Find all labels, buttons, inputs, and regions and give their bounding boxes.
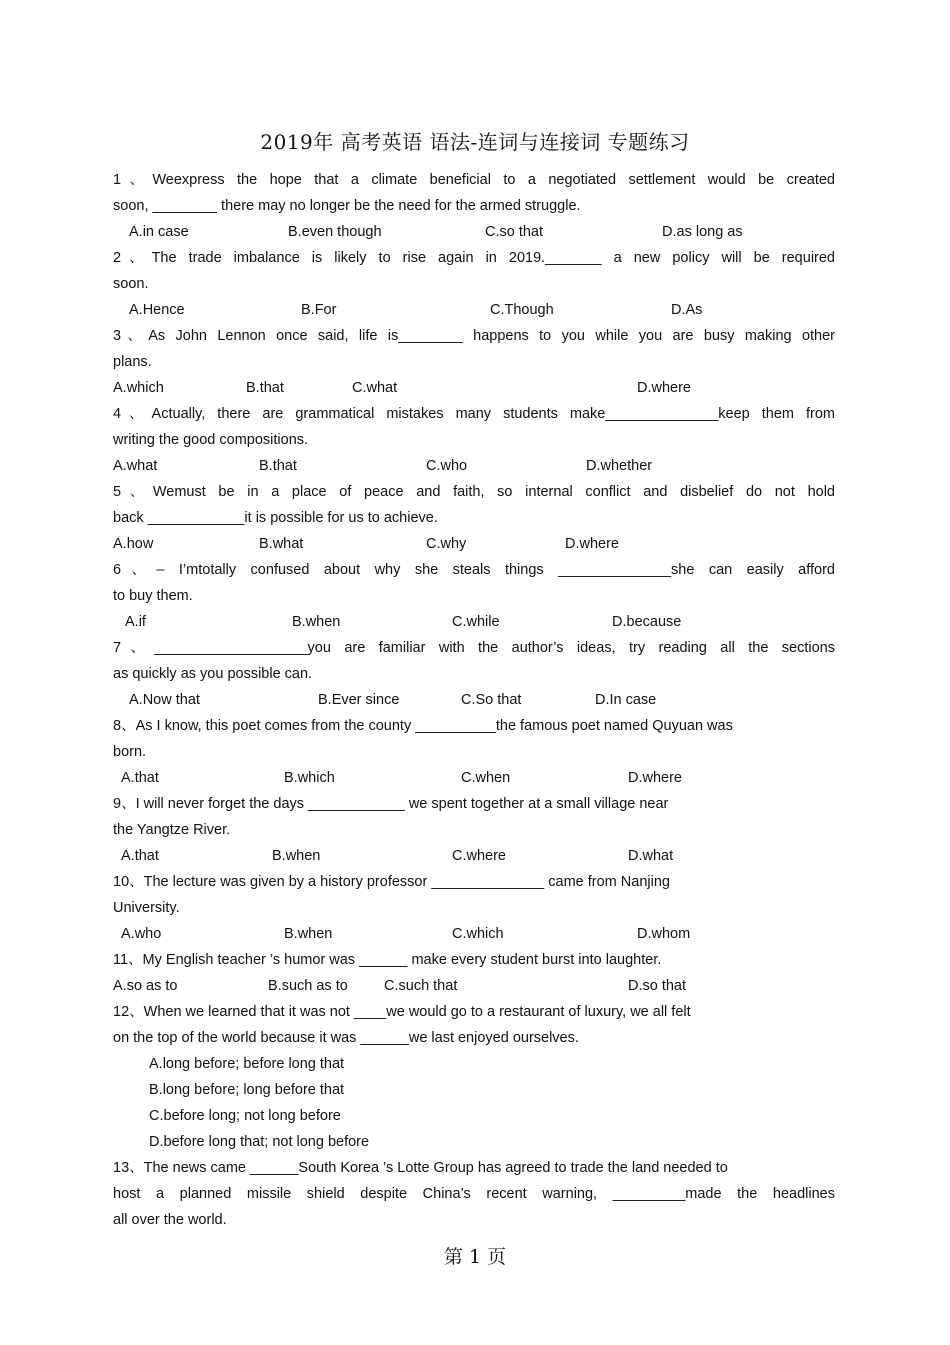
question-8-options — [113, 768, 835, 794]
question-10-line-1: 10、The lecture was given by a history professor ______________ came from Nanjing — [113, 874, 670, 890]
option-d: D.because — [612, 614, 682, 630]
question-9-line-1: 9、I will never forget the days ____________ we spent together at a small village near — [113, 796, 669, 812]
question-3-line-1: 3、As John Lennon once said, life is________ happens to you while you are busy making other — [113, 328, 835, 344]
question-8-line-1: 8、As I know, this poet comes from the county __________the famous poet named Quyuan was — [113, 718, 733, 734]
question-10-options — [113, 924, 835, 950]
option-b: B.what — [259, 536, 304, 552]
question-11-line-1: 11、My English teacher ’s humor was ______ make every student burst into laughter. — [113, 952, 662, 968]
option-a: A.that — [121, 848, 159, 864]
question-12-line-1: 12、When we learned that it was not ____we would go to a restaurant of luxury, we all felt — [113, 1004, 691, 1020]
question-9-options — [113, 846, 835, 872]
option-b: B.when — [292, 614, 341, 630]
option-c: C.while — [452, 614, 500, 630]
question-2-line-1: 2、The trade imbalance is likely to rise again in 2019._______ a new policy will be required — [113, 250, 835, 266]
option-b: B.when — [284, 926, 333, 942]
question-4-line-1: 4、Actually, there are grammatical mistakes many students make______________keep them from — [113, 406, 835, 422]
question-7-line-2: as quickly as you possible can. — [113, 666, 313, 682]
question-2-line-2: soon. — [113, 276, 149, 292]
option-c: C.so that — [485, 224, 544, 240]
option-c: C.who — [426, 458, 468, 474]
page-title: 2019年 高考英语 语法-连词与连接词 专题练习 — [260, 130, 690, 154]
question-1-line-1: 1、Weexpress the hope that a climate beneficial to a negotiated settlement would be created — [113, 172, 835, 188]
question-2-options — [113, 300, 835, 326]
question-6-line-1: 6、– I’mtotally confused about why she steals things ______________she can easily afford — [113, 562, 835, 578]
option-d: D.so that — [628, 978, 687, 994]
option-a: A.so as to — [113, 978, 178, 994]
option-a: A.Hence — [129, 302, 185, 318]
option-d: D.what — [628, 848, 674, 864]
option-b: B.when — [272, 848, 321, 864]
option-c: C.which — [452, 926, 504, 942]
option-d: D.where — [565, 536, 619, 552]
question-12-option-b: B.long before; long before that — [149, 1082, 345, 1098]
option-c: C.what — [352, 380, 398, 396]
option-d: D.As — [671, 302, 703, 318]
question-5-line-1: 5、Wemust be in a place of peace and faith, so internal conflict and disbelief do not hold — [113, 484, 835, 500]
question-10-line-2: University. — [113, 900, 180, 916]
option-a: A.how — [113, 536, 154, 552]
question-list — [113, 170, 835, 1236]
option-b: B.even though — [288, 224, 382, 240]
question-8-line-2: born. — [113, 744, 147, 760]
option-b: B.that — [246, 380, 284, 396]
question-7-options — [113, 690, 835, 716]
option-a: A.which — [113, 380, 164, 396]
question-13-line-3: all over the world. — [113, 1212, 227, 1228]
question-6-options — [113, 612, 835, 638]
question-5-line-2: back ____________it is possible for us to achieve. — [113, 510, 438, 526]
option-d: D.as long as — [662, 224, 743, 240]
question-4-line-2: writing the good compositions. — [113, 432, 309, 448]
question-12-option-c: C.before long; not long before — [149, 1108, 341, 1124]
question-12-option-a: A.long before; before long that — [149, 1056, 345, 1072]
option-b: B.For — [301, 302, 337, 318]
page-number: 第 1 页 — [443, 1246, 507, 1268]
question-12-line-2: on the top of the world because it was ______we last enjoyed ourselves. — [113, 1030, 579, 1046]
option-a: A.that — [121, 770, 159, 786]
question-6-line-2: to buy them. — [113, 588, 193, 604]
option-b: B.such as to — [268, 978, 348, 994]
option-a: A.in case — [129, 224, 189, 240]
option-c: C.such that — [384, 978, 458, 994]
option-a: A.what — [113, 458, 158, 474]
question-5-options — [113, 534, 835, 560]
option-b: B.which — [284, 770, 335, 786]
question-7-line-1: 7、___________________you are familiar with the author’s ideas, try reading all the sections — [113, 640, 835, 656]
option-d: D.whether — [586, 458, 653, 474]
question-13-line-1: 13、The news came ______South Korea ’s Lotte Group has agreed to trade the land needed to — [113, 1160, 728, 1176]
question-9-line-2: the Yangtze River. — [113, 822, 231, 838]
option-c: C.when — [461, 770, 511, 786]
option-d: D.where — [628, 770, 682, 786]
question-1-line-2: soon, ________ there may no longer be the need for the armed struggle. — [113, 198, 581, 214]
question-4-options — [113, 456, 835, 482]
question-12-option-d: D.before long that; not long before — [149, 1134, 370, 1150]
option-a: A.if — [125, 614, 146, 630]
option-c: C.where — [452, 848, 506, 864]
question-3-line-2: plans. — [113, 354, 152, 370]
option-c: C.So that — [461, 692, 522, 708]
question-1-options — [113, 222, 835, 248]
option-a: A.Now that — [129, 692, 200, 708]
option-b: B.that — [259, 458, 297, 474]
option-c: C.Though — [490, 302, 554, 318]
question-11-options — [113, 976, 835, 1002]
question-3-options — [113, 378, 835, 404]
option-d: D.In case — [595, 692, 657, 708]
question-13-line-2: host a planned missile shield despite China’s recent warning, _________made the headlines — [113, 1186, 835, 1202]
option-c: C.why — [426, 536, 467, 552]
option-a: A.who — [121, 926, 162, 942]
option-b: B.Ever since — [318, 692, 400, 708]
option-d: D.where — [637, 380, 691, 396]
option-d: D.whom — [637, 926, 691, 942]
